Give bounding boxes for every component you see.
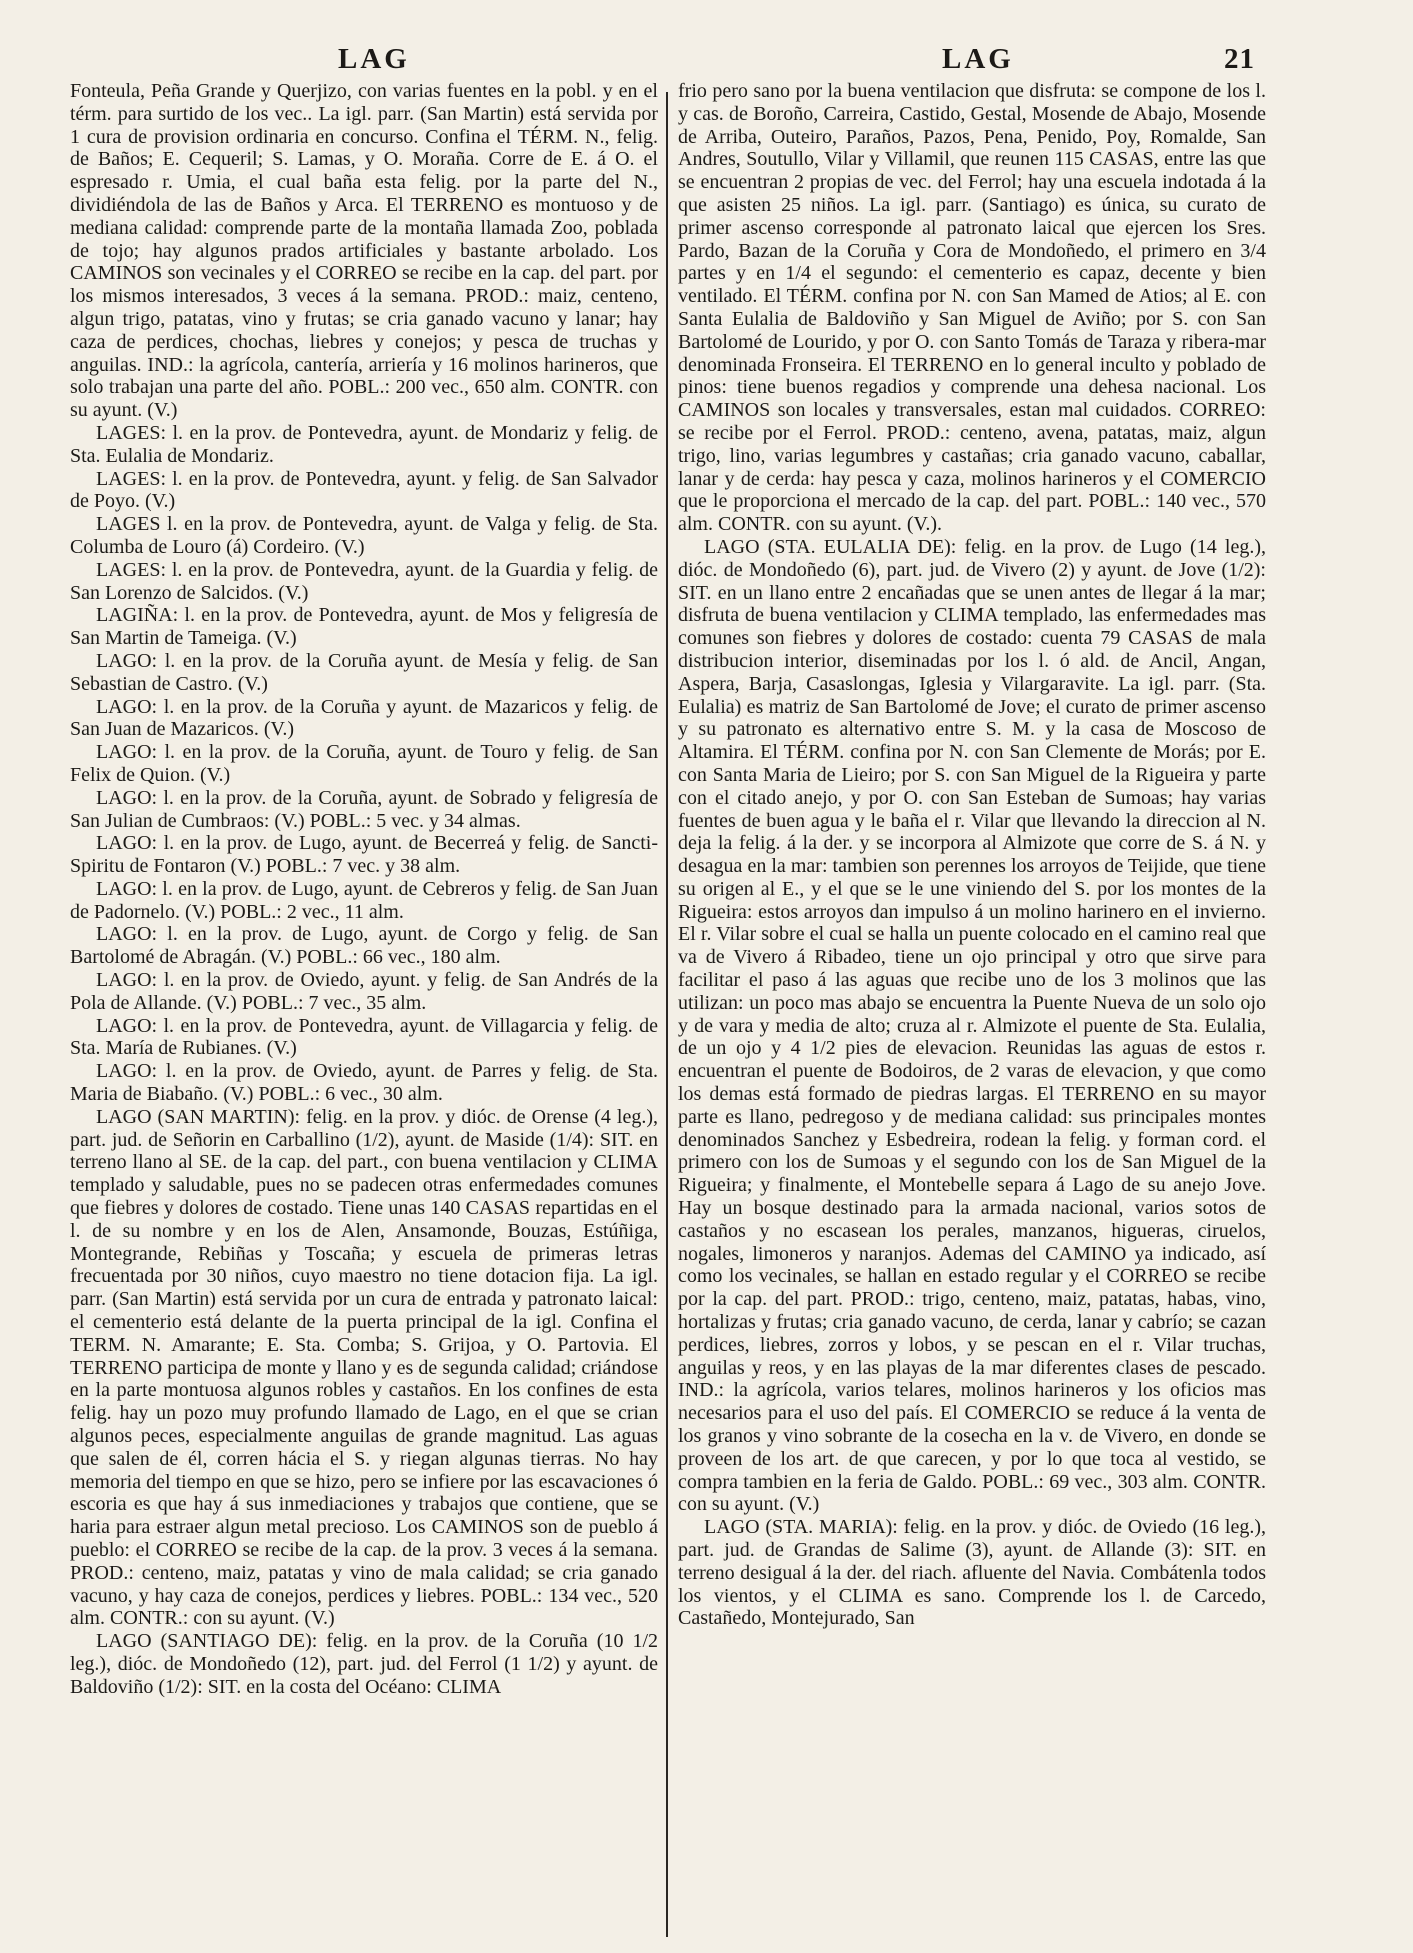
- entry-lago-san-martin: LAGO (SAN MARTIN): felig. en la prov. y dióc. de Orense (4 leg.), part. jud. de Señorin en Carballino (1/2), ayunt. de Maside (1/4): SIT. en terreno llano al SE. de la cap. del part., con buena ventilacion y CLIMA templado y saludable, pues no se padecen otras enfermedades comunes que fiebres y dolores de costado. Tiene unas 140 CASAS repartidas en el l. de su nombre y en los de Alen, Ansamonde, Bouzas, Estúñiga, Montegrande, Rebiñas y Toscaña; y escuela de primeras letras frecuentada por 30 niños, cuyo maestro no tiene dotacion fija. La igl. parr. (San Martin) está servida por un cura de entrada y patronato laical: el cementerio está delante de la puerta principal de la igl. Confina el TERM. N. Amarante; E. Sta. Comba; S. Grijoa, y O. Partovia. El TERRENO participa de monte y llano y es de segunda calidad; criándose en la parte montuosa algunos robles y castaños. En los confines de esta felig. hay un pozo muy profundo llamado de Lago, en el que se crian algunos peces, especialmente anguilas de grande magnitud. Las aguas que salen de él, corren hácia el S. y riegan algunas tierras. No hay memoria del tiempo en que se hizo, pero se infiere por las escavaciones ó escoria es que hay á sus inmediaciones y trabajos que contiene, que se haria para estraer algun metal precioso. Los CAMINOS son de pueblo á pueblo: el CORREO se recibe de la cap. de la prov. 3 veces á la semana. PROD.: centeno, maiz, patatas y vino de mala calidad; se cria ganado vacuno, y hay caza de conejos, perdices y liebres. POBL.: 134 vec., 520 alm. CONTR.: con su ayunt. (V.): [70, 1105, 658, 1630]
- entry-lages-poyo: LAGES: l. en la prov. de Pontevedra, ayunt. y felig. de San Salvador de Poyo. (V.): [70, 467, 658, 513]
- running-head-left: LAG: [338, 43, 410, 75]
- entry-lagina: LAGIÑA: l. en la prov. de Pontevedra, ayunt. de Mos y feligresía de San Martin de Tameiga. (V.): [70, 604, 658, 650]
- entry-lages-mondariz: LAGES: l. en la prov. de Pontevedra, ayunt. de Mondariz y felig. de Sta. Eulalia de Mondariz.: [70, 421, 658, 467]
- entry-lago-sobrado: LAGO: l. en la prov. de la Coruña, ayunt. de Sobrado y feligresía de San Julian de Cumbraos: (V.) POBL.: 5 vec. y 34 almas.: [70, 786, 658, 832]
- entry-lago-santiago-continued: frio pero sano por la buena ventilacion que disfruta: se compone de los l. y cas. de Boroño, Carreira, Castido, Gestal, Mosende de Abajo, Mosende de Arriba, Outeiro, Paraños, Pazos, Pena, Penido, Poy, Romalde, San Andres, Soutullo, Vilar y Villamil, que reunen 115 CASAS, entre las que se encuentran 2 propias de vec. del Ferrol; hay una escuela indotada á la que asisten 25 niños. La igl. parr. (Santiago) es única, su curato de primer ascenso corresponde al patronato laical que ejercen los Sres. Pardo, Bazan de la Coruña y Cora de Mondoñedo, el primero en 3/4 partes y en 1/4 el segundo: el cementerio es capaz, decente y bien ventilado. El TÉRM. confina por N. con San Mamed de Atios; al E. con Santa Eulalia de Baldoviño y San Miguel de Aviño; por S. con San Bartolomé de Lourido, y por O. con Santo Tomás de Taraza y ribera-mar denominada Fronseira. El TERRENO en lo general inculto y poblado de pinos: tiene buenos regadios y comprende una dehesa nacional. Los CAMINOS son locales y transversales, estan mal cuidados. CORREO: se recibe por el Ferrol. PROD.: centeno, avena, patatas, maiz, algun trigo, lino, varias legumbres y castañas; cria ganado vacuno, caballar, lanar y de cerda: hay pesca y caza, molinos harineros y el COMERCIO que le proporciona el mercado de la cap. del part. POBL.: 140 vec., 570 alm. CONTR. con su ayunt. (V.).: [678, 80, 1266, 536]
- right-column: [678, 80, 1266, 1940]
- entry-lago-cebreros: LAGO: l. en la prov. de Lugo, ayunt. de Cebreros y felig. de San Juan de Padornelo. (V.) POBL.: 2 vec., 11 alm.: [70, 877, 658, 923]
- entry-lago-corgo: LAGO: l. en la prov. de Lugo, ayunt. de Corgo y felig. de San Bartolomé de Abragán. (V.) POBL.: 66 vec., 180 alm.: [70, 923, 658, 969]
- left-column: [70, 80, 658, 1940]
- column-divider: [666, 92, 668, 1937]
- entry-lago-parres: LAGO: l. en la prov. de Oviedo, ayunt. de Parres y felig. de Sta. Maria de Biabaño. (V.) POBL.: 6 vec., 30 alm.: [70, 1060, 658, 1106]
- entry-lages-valga: LAGES l. en la prov. de Pontevedra, ayunt. de Valga y felig. de Sta. Columba de Louro (á) Cordeiro. (V.): [70, 513, 658, 558]
- entry-lago-touro: LAGO: l. en la prov. de la Coruña, ayunt. de Touro y felig. de San Felix de Quion. (V.): [70, 741, 658, 786]
- entry-lago-becerrea: LAGO: l. en la prov. de Lugo, ayunt. de Becerreá y felig. de Sancti-Spiritu de Fontaron (V.) POBL.: 7 vec. y 38 alm.: [70, 832, 658, 878]
- entry-lago-allande: LAGO: l. en la prov. de Oviedo, ayunt. y felig. de San Andrés de la Pola de Allande. (V.) POBL.: 7 vec., 35 alm.: [70, 969, 658, 1014]
- entry-continuation: Fonteula, Peña Grande y Querjizo, con varias fuentes en la pobl. y en el térm. para surtido de los vec.. La igl. parr. (San Martin) está servida por 1 cura de provision ordinaria en concurso. Confina el TÉRM. N., felig. de Baños; E. Cequeril; S. Lamas, y O. Moraña. Corre de E. á O. el espresado r. Umia, el cual baña esta felig. por la parte del N., dividiéndola de las de Baños y Arca. El TERRENO es montuoso y de mediana calidad: comprende parte de la montaña llamada Zoo, poblada de tojo; hay algunos prados artificiales y bastante arbolado. Los CAMINOS son vecinales y el CORREO se recibe en la cap. del part. por los mismos interesados, 3 veces á la semana. PROD.: maiz, centeno, algun trigo, patatas, vino y frutas; se cria ganado vacuno y lanar; hay caza de perdices, chochas, liebres y conejos; y pesca de truchas y anguilas. IND.: la agrícola, cantería, arriería y 16 molinos harineros, que solo trabajan una parte del año. POBL.: 200 vec., 650 alm. CONTR. con su ayunt. (V.): [70, 80, 658, 422]
- entry-lages-guardia: LAGES: l. en la prov. de Pontevedra, ayunt. de la Guardia y felig. de San Lorenzo de Salcidos. (V.): [70, 558, 658, 604]
- entry-lago-santiago: LAGO (SANTIAGO DE): felig. en la prov. de la Coruña (10 1/2 leg.), dióc. de Mondoñedo (12), part. jud. del Ferrol (1 1/2) y ayunt. de Baldoviño (1/2): SIT. en la costa del Océano: CLIMA: [70, 1630, 658, 1698]
- entry-lago-sta-eulalia: LAGO (STA. EULALIA DE): felig. en la prov. de Lugo (14 leg.), dióc. de Mondoñedo (6), part. jud. de Vivero (2) y ayunt. de Jove (1/2): SIT. en un llano entre 2 encañadas que se unen antes de llegar á la mar; disfruta de buena ventilacion y CLIMA templado, las enfermedades mas comunes son fiebres y dolores de costado: cuenta 79 CASAS de mala distribucion interior, diseminadas por los l. ó ald. de Ancil, Angan, Aspera, Barja, Casaslongas, Iglesia y Vilargaravite. La igl. parr. (Sta. Eulalia) es matriz de San Bartolomé de Jove; el curato de primer ascenso y su patronato es alternativo entre S. M. y la casa de Moscoso de Altamira. El TÉRM. confina por N. con San Clemente de Morás; por E. con Santa Maria de Lieiro; por S. con San Miguel de la Rigueira y parte con el citado anejo, y por O. con San Esteban de Sumoas; hay varias fuentes de buen agua y le baña el r. Vilar que llevando la direccion al N. deja la felig. á la der. y se incorpora al Almizote que corre de S. á N. y desagua en la mar: tambien son perennes los arroyos de Teijide, que tiene su origen al E., y el que se le une viniendo del S. por los montes de la Rigueira: estos arroyos dan impulso á un molino harinero en el invierno. El r. Vilar sobre el cual se halla un puente colocado en el camino real que va de Vivero á Ribadeo, tiene un ojo principal y otro que sirve para facilitar el paso á las aguas que recibe uno de los 3 molinos que las utilizan: un poco mas abajo se encuentra la Puente Nueva de un solo ojo y de vara y media de alto; cruza al r. Almizote el puente de Sta. Eulalia, de un ojo y 4 1/2 pies de elevacion. Reunidas las aguas de estos r. encuentran el puente de Bodoiros, de 2 varas de elevacion, y que como los demas está formado de piedras largas. El TERRENO en su mayor parte es llano, pedregoso y de mediana calidad: sus principales montes denominados Sanchez y Esbedreira, rodean la felig. y forman cord. el primero con los de Sumoas y el segundo con los de San Miguel de la Rigueira; y finalmente, el Montebelle separa á Lago de su anejo Jove. Hay un bosque destinado para la armada nacional, varios sotos de castaños y no escasean los perales, manzanos, higueras, ciruelos, nogales, limoneros y naranjos. Ademas del CAMINO ya indicado, así como los vecinales, se hallan en estado regular y el CORREO se recibe por la cap. del part. PROD.: trigo, centeno, maiz, patatas, habas, vino, hortalizas y frutas; cria ganado vacuno, de cerda, lanar y cabrío; se cazan perdices, liebres, zorros y lobos, y se pescan en el r. Vilar truchas, anguilas y reos, y en las playas de la mar diferentes clases de pescado. IND.: la agrícola, varios telares, molinos harineros y los oficios mas necesarios para el uso del país. El COMERCIO se reduce á la venta de los granos y vino sobrante de la cosecha en la v. de Vivero, en donde se proveen de los art. de que carecen, y por lo que toca al vestido, se compra tambien en la feria de Galdo. POBL.: 69 vec., 303 alm. CONTR. con su ayunt. (V.): [678, 535, 1266, 1516]
- entry-lago-mazaricos: LAGO: l. en la prov. de la Coruña y ayunt. de Mazaricos y felig. de San Juan de Mazaricos. (V.): [70, 695, 658, 741]
- entry-lago-villagarcia: LAGO: l. en la prov. de Pontevedra, ayunt. de Villagarcia y felig. de Sta. María de Rubianes. (V.): [70, 1014, 658, 1060]
- page-number: 21: [1224, 43, 1255, 75]
- running-head-right: LAG: [942, 43, 1014, 75]
- entry-lago-mesia: LAGO: l. en la prov. de la Coruña ayunt. de Mesía y felig. de San Sebastian de Castro. (V.): [70, 649, 658, 695]
- entry-lago-sta-maria: LAGO (STA. MARIA): felig. en la prov. y dióc. de Oviedo (16 leg.), part. jud. de Grandas de Salime (3), ayunt. de Allande (3): SIT. en terreno desigual á la der. del riach. afluente del Navia. Combátenla todos los vientos, y el CLIMA es sano. Comprende los l. de Carcedo, Castañedo, Montejurado, San: [678, 1516, 1266, 1630]
